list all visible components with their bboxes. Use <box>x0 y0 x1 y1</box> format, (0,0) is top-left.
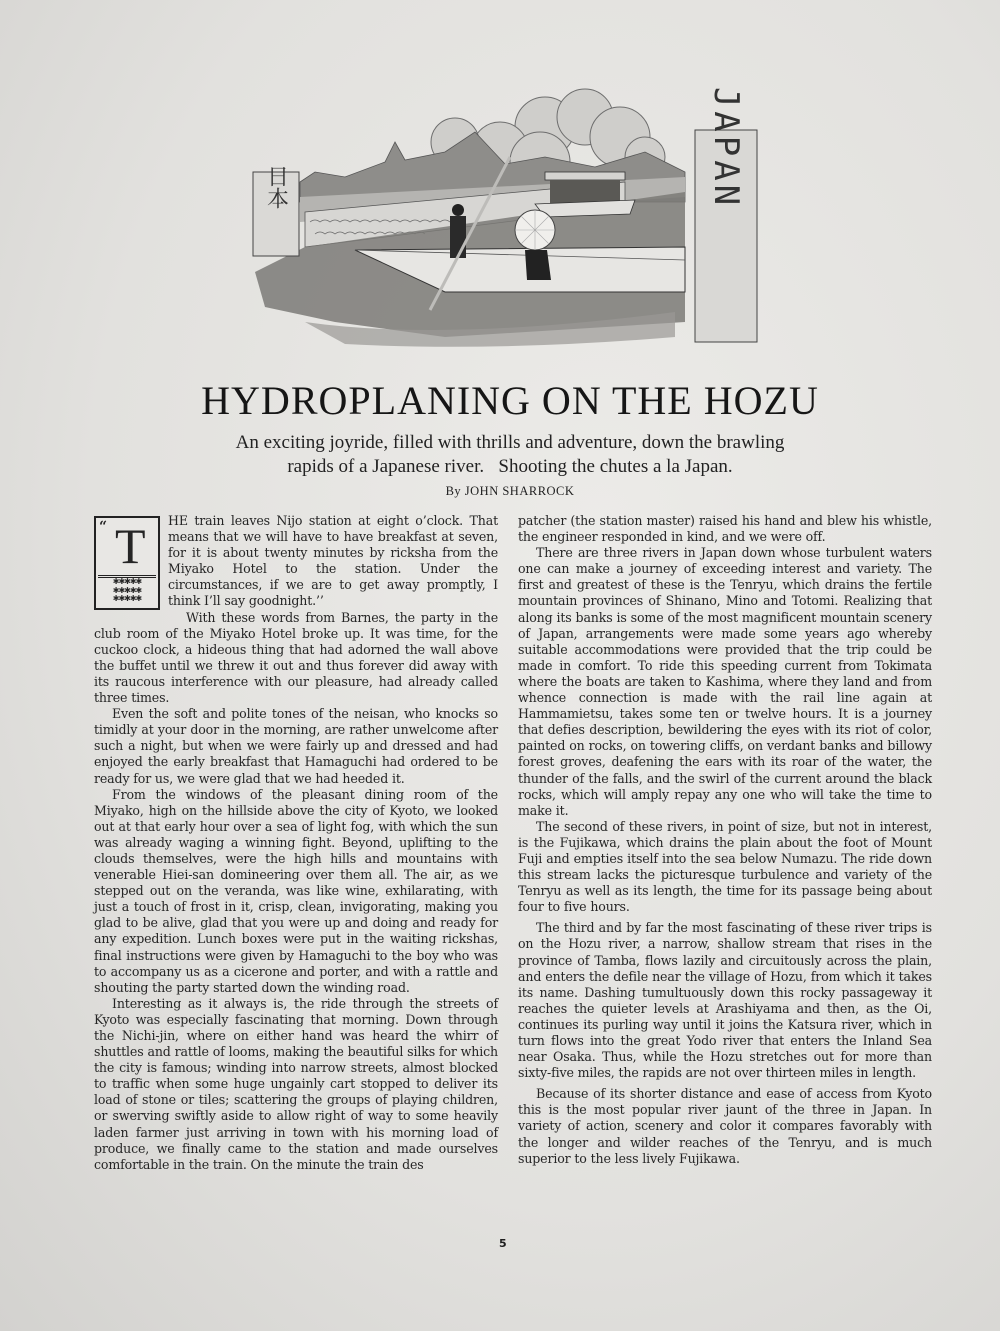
article-subtitle <box>180 431 840 479</box>
paragraph: The second of these rivers, in point of size, but not in interest, is the Fujikawa, which drains the plain about the foot of Mount Fuji and empties itself into the sea below Numazu. The ride down this stream lacks the picturesque turbulence and variety of the Tenryu as well as its length, the time for its passage being about four to five hours. <box>518 818 932 915</box>
boat-illustration <box>245 82 845 364</box>
paragraph: Even the soft and polite tones of the neisan, who knocks so timidly at your door in the morning, are rather unwelcome after such a night, but when we were fairly up and dressed and had enjoyed the early breakfast that Hamaguchi had ordered to be ready for us, we were glad that we had heeded it. <box>94 706 498 786</box>
paragraph: HE train leaves Nijo station at eight o’clock. That means that we will have to have breakfast at seven, for it is about twenty minutes by ricksha from the Miyako Hotel to the station. Under the circumstances, if we are to get away promptly, I think I’ll say goodnight.’’ <box>168 513 498 609</box>
paragraph: From the windows of the pleasant dining room of the Miyako, high on the hillside above the city of Kyoto, we looked out at that early hour over a sea of light fog, with which the sun was already waging a winning fight. Beyond, uplifting to the clouds themselves, were the high hills and mountains with venerable Hiei-san domineering over them all. The air, as we stepped out on the veranda, was like wine, exhilarating, with just a touch of frost in it, crisp, clean, invigorating, making you glad to be alive, glad that you were up and doing and ready for any expedition. Lunch boxes were put in the waiting rickshas, final instructions were given by Hamaguchi to the boy who was to accompany us as a cicerone and porter, and with a rattle and shouting the party started down the winding road. <box>94 786 498 995</box>
right-panel-text: JAPAN <box>706 86 746 210</box>
paragraph: patcher (the station master) raised his hand and blew his whistle, the engineer responded in kind, and we were off. <box>518 513 932 545</box>
subtitle-line-1: An exciting joyride, filled with thrills and adventure, down the brawling <box>235 432 785 453</box>
drop-cap-ornament: ✱✱✱✱✱ ✱✱✱✱✱ ✱✱✱✱✱ <box>98 575 156 606</box>
left-column <box>94 513 498 1173</box>
paragraph: There are three rivers in Japan down whose turbulent waters one can make a journey of exceeding interest and variety. The first and greatest of these is the Tenryu, which drains the fertile mountain provinces of Shinano, Mino and Totomi. Realizing that along its banks is some of the most magnificent mountain scenery of Japan, arrangements were made some years ago whereby suitable accommodations were provided that the trip could be made in comfort. To ride this speeding current from Tokimata where the boats are taken to Kashima, where they land and from whence connection is made with the rail line again at Hammamietsu, takes some ten or twelve hours. It is a journey that defies description, bewildering the eyes with its riot of color, painted on rocks, on towering cliffs, on verdant banks and billowy forest groves, deafening the ears with its roar of the water, the thunder of the falls, and the swirl of the current around the black rocks, which will amply repay any one who will take the time to make it. <box>518 545 932 818</box>
paragraph: With these words from Barnes, the party in the club room of the Miyako Hotel broke up. It was time, for the cuckoo clock, a hideous thing that had adorned the wall above the buffet until we threw it out and thus forever did away with its raucous interference with our pleasure, had already called three times. <box>94 609 498 706</box>
drop-cap <box>94 516 160 610</box>
paragraph: The third and by far the most fascinating of these river trips is on the Hozu river, a narrow, shallow stream that rises in the province of Tamba, flows lazily and circuitously across the plain, and enters the defile near the village of Hozu, from which it takes its name. Dashing tumultuously down this rocky passageway it reaches the quieter levels at Arashiyama and then, as the Oi, continues its purling way until it joins the Katsura river, which in turn flows into the great Yodo river that enters the Inland Sea near Osaka. Thus, while the Hozu stretches out for more than sixty-five miles, the rapids are not over thirteen miles in length. <box>518 920 932 1081</box>
page-number: 5 <box>499 1237 507 1250</box>
right-column <box>518 513 932 1167</box>
drop-cap-quote: “ <box>99 519 107 535</box>
boatman-figure <box>450 204 466 258</box>
drop-cap-letter: T <box>115 518 146 574</box>
right-japan-panel <box>695 87 757 342</box>
passenger-boat <box>535 172 635 217</box>
paragraph: Interesting as it always is, the ride through the streets of Kyoto was especially fascinating that morning. Down through the Nichi-jin, where on either hand was heard the whirr of shuttles and rattle of looms, making the beautiful silks for which the city is famous; winding into narrow streets, almost blocked to traffic when some huge ungainly cart stopped to deliver its load of stone or tiles; scattering the groups of playing children, or swerving swiftly aside to allow right of way to some heavily laden farmer just arriving in town with his morning load of produce, we finally came to the station and made ourselves comfortable in the train. On the minute the train des <box>94 995 498 1172</box>
article-title: HYDROPLANING ON THE HOZU <box>201 378 819 423</box>
byline: By JOHN SHARROCK <box>445 484 575 498</box>
left-kanji-panel <box>253 165 299 256</box>
subtitle-line-2: rapids of a Japanese river. Shooting the chutes a la Japan. <box>287 456 733 477</box>
paragraph: Because of its shorter distance and ease of access from Kyoto this is the most popular river jaunt of the three in Japan. In variety of action, scenery and color it compares favorably with the longer and wilder reaches of the Tenryu, and is much superior to the less lively Fujikawa. <box>518 1086 932 1166</box>
left-panel-text: 日本 <box>263 165 289 209</box>
drop-cap-top <box>96 518 158 575</box>
